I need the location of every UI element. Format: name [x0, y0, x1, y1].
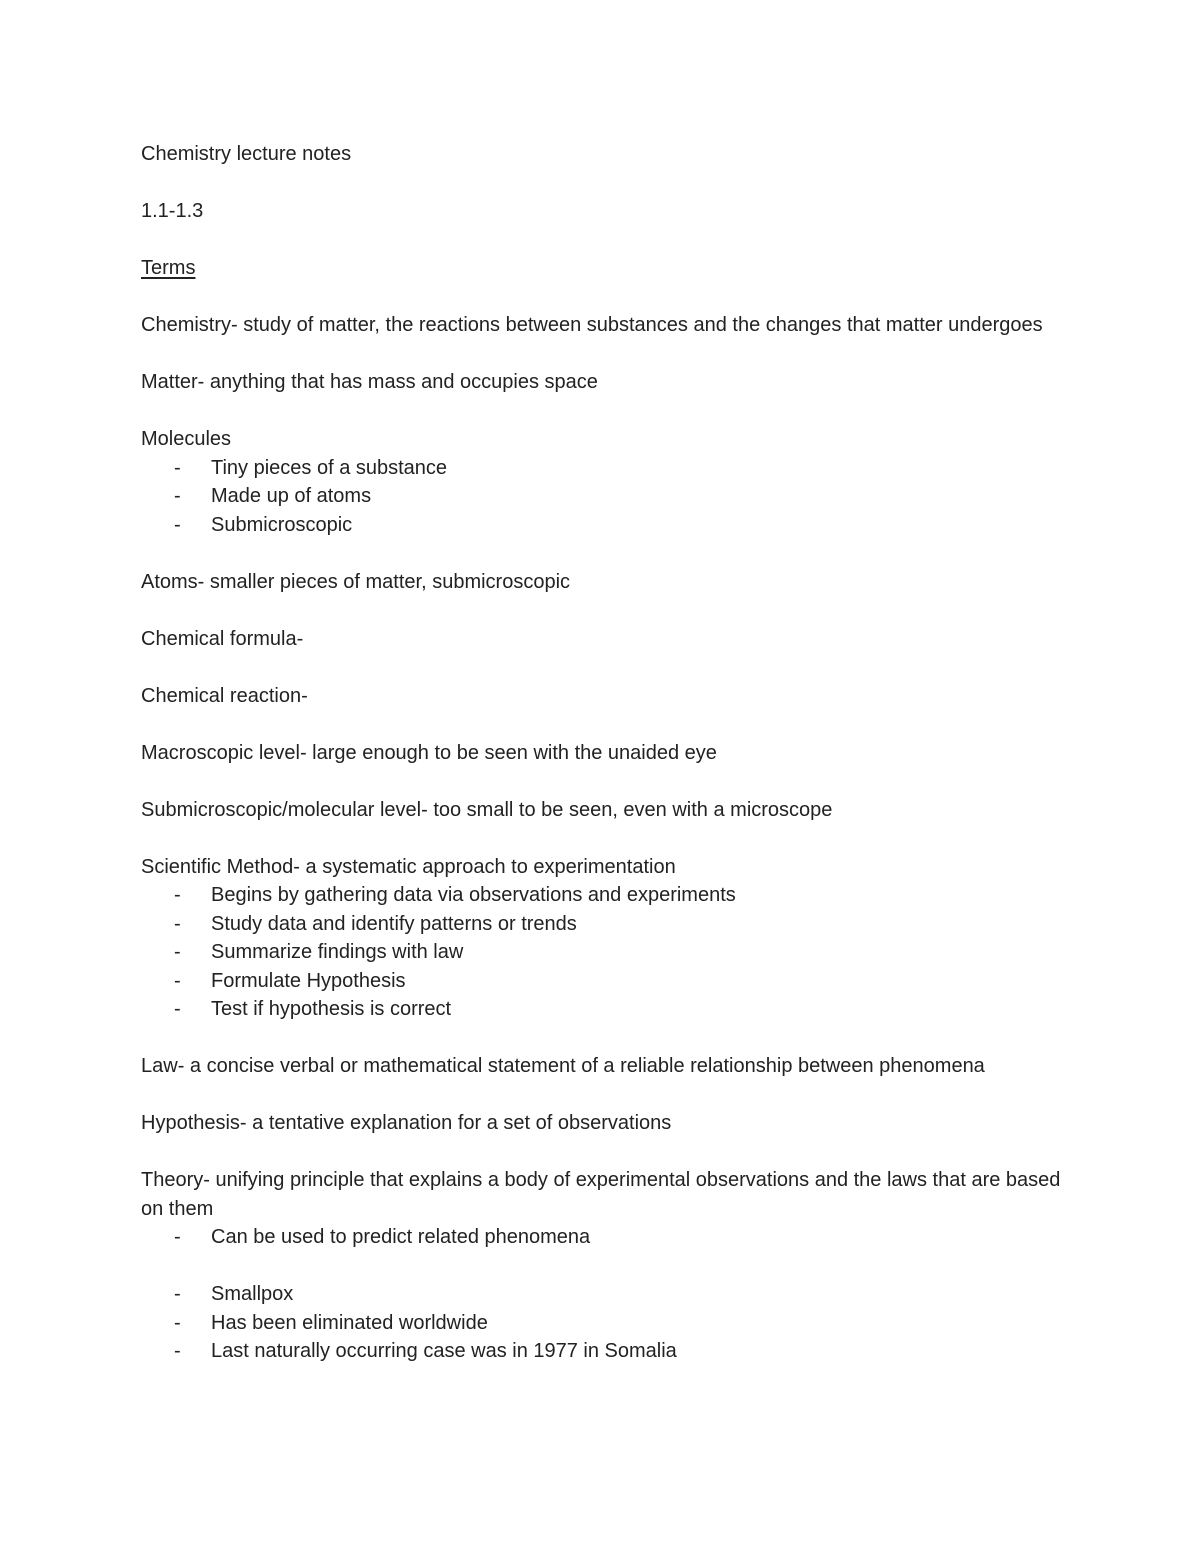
terms-heading: Terms: [141, 257, 196, 279]
bullet-dash: -: [174, 998, 181, 1020]
sections-range: 1.1-1.3: [141, 200, 204, 222]
definition-matter: Matter- anything that has mass and occupies space: [141, 371, 598, 393]
definition-submicroscopic: Submicroscopic/molecular level- too small to be seen, even with a microscope: [141, 798, 833, 821]
list-item: [141, 1337, 1061, 1366]
list-item: [141, 1309, 1061, 1338]
spacer: [141, 539, 1061, 568]
spacer: [141, 340, 1061, 369]
definition-law: Law- a concise verbal or mathematical statement of a reliable relationship between phenomena: [141, 1055, 985, 1077]
molecules-list: [141, 454, 1061, 540]
spacer: [141, 710, 1061, 739]
list-item: [141, 482, 1061, 511]
list-item: [141, 938, 1061, 967]
spacer: [141, 283, 1061, 312]
list-item-text: Study data and identify patterns or trends: [211, 912, 577, 935]
spacer: [141, 169, 1061, 198]
list-item-text: Test if hypothesis is correct: [211, 998, 452, 1020]
definition-macroscopic: Macroscopic level- large enough to be seen with the unaided eye: [141, 741, 717, 764]
bullet-dash: -: [174, 456, 181, 479]
spacer: [141, 653, 1061, 682]
list-item-text: Last naturally occurring case was in 1977 in Somalia: [211, 1340, 677, 1362]
list-item-text: Has been eliminated worldwide: [211, 1311, 488, 1334]
document-title: Chemistry lecture notes: [141, 143, 352, 165]
bullet-dash: -: [174, 513, 181, 536]
list-item: [141, 995, 1061, 1024]
list-item: [141, 1223, 1061, 1252]
list-item-text: Tiny pieces of a substance: [211, 456, 448, 479]
list-item: [141, 910, 1061, 939]
list-item-text: Begins by gathering data via observations and experiments: [211, 884, 736, 906]
notes-page: [141, 140, 1061, 1366]
definition-scientific-method: Scientific Method- a systematic approach to experimentation: [141, 855, 676, 878]
list-item-text: Can be used to predict related phenomena: [211, 1226, 591, 1248]
bullet-dash: -: [174, 1283, 181, 1305]
smallpox-list: [141, 1280, 1061, 1366]
spacer: [141, 1024, 1061, 1053]
spacer: [141, 596, 1061, 625]
list-item-text: Submicroscopic: [211, 513, 353, 536]
spacer: [141, 226, 1061, 255]
definition-chemical-formula: Chemical formula-: [141, 627, 304, 650]
list-item: [141, 881, 1061, 910]
definition-hypothesis: Hypothesis- a tentative explanation for a set of observations: [141, 1112, 672, 1134]
definition-chemistry: Chemistry- study of matter, the reactions between substances and the changes that matter undergoes: [141, 314, 1043, 336]
spacer: [141, 767, 1061, 796]
bullet-dash: -: [174, 1226, 181, 1248]
theory-list: [141, 1223, 1061, 1252]
spacer: [141, 1081, 1061, 1110]
list-item-text: Formulate Hypothesis: [211, 969, 406, 992]
bullet-dash: -: [174, 941, 181, 963]
bullet-dash: -: [174, 912, 181, 935]
list-item-text: Smallpox: [211, 1283, 294, 1305]
bullet-dash: -: [174, 1340, 181, 1362]
spacer: [141, 1138, 1061, 1167]
list-item: [141, 511, 1061, 540]
list-item: [141, 454, 1061, 483]
bullet-dash: -: [174, 969, 181, 992]
definition-atoms: Atoms- smaller pieces of matter, submicroscopic: [141, 570, 571, 593]
list-item: [141, 1280, 1061, 1309]
bullet-dash: -: [174, 884, 181, 906]
definition-theory: Theory- unifying principle that explains a body of experimental observations and the laws that are based on them: [141, 1169, 1061, 1220]
list-item: [141, 967, 1061, 996]
molecules-heading: Molecules: [141, 428, 232, 450]
spacer: [141, 397, 1061, 426]
bullet-dash: -: [174, 1311, 181, 1334]
bullet-dash: -: [174, 485, 181, 507]
list-item-text: Summarize findings with law: [211, 941, 464, 963]
spacer: [141, 824, 1061, 853]
definition-chemical-reaction: Chemical reaction-: [141, 684, 308, 707]
list-item-text: Made up of atoms: [211, 485, 372, 507]
scientific-method-list: [141, 881, 1061, 1024]
spacer: [141, 1252, 1061, 1281]
